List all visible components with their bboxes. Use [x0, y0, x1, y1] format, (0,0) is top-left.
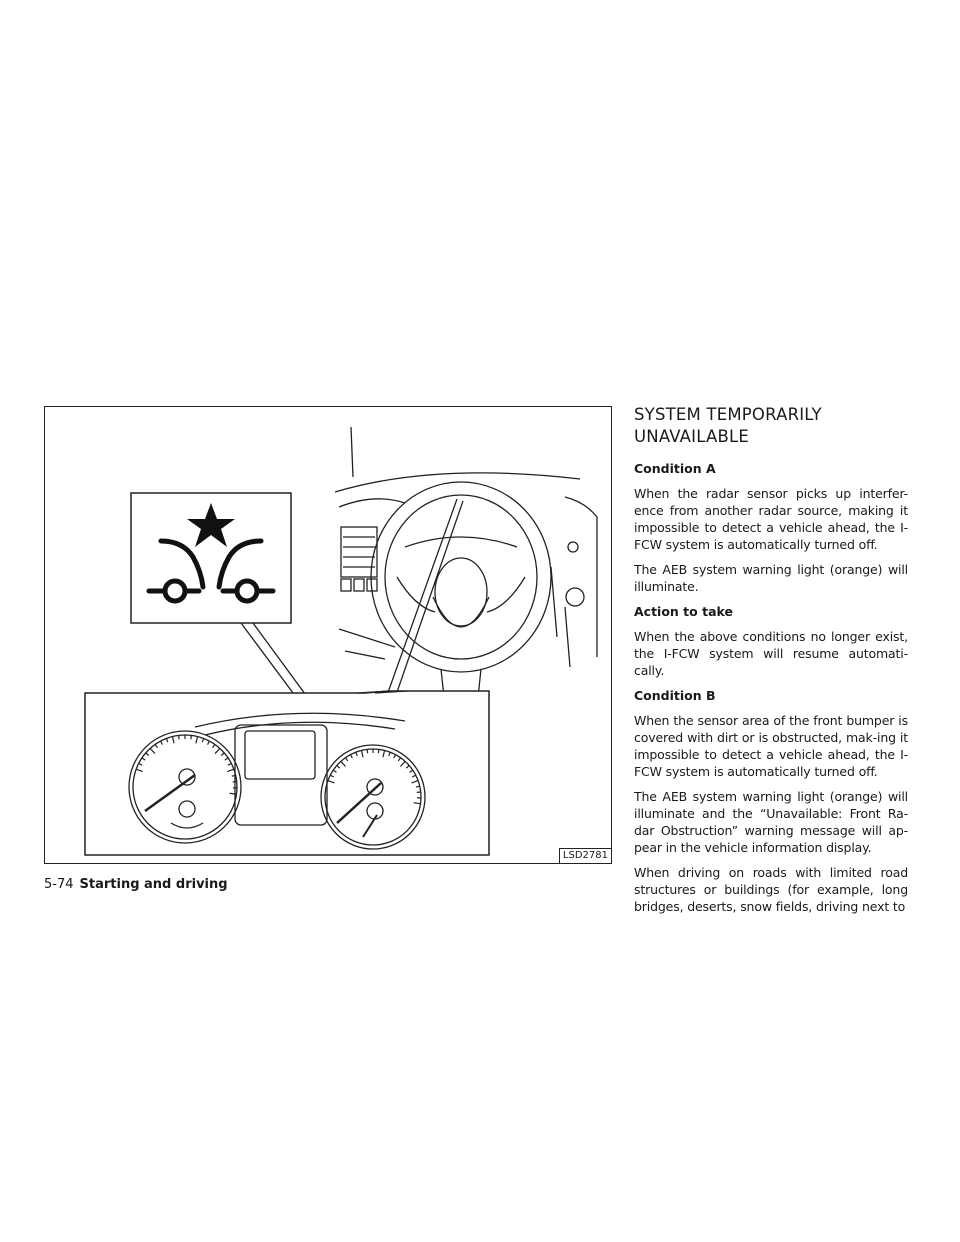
heading-line-1: SYSTEM TEMPORARILY	[634, 405, 822, 424]
cluster-inset	[85, 691, 489, 855]
action-text: When the above conditions no longer exist, the I-FCW system will resume automati-cally.	[634, 629, 908, 678]
condition-b-text: When the sensor area of the front bumper is covered with dirt or is obstructed, mak-ing it impossible to detect a vehicle ahead, the I-FCW system is automatically turned off.	[634, 713, 908, 779]
section-heading	[634, 404, 908, 448]
heading-line-2: UNAVAILABLE	[634, 427, 750, 446]
action-label: Action to take	[634, 604, 733, 619]
condition-a-text: When the radar sensor picks up interfer-ence from another radar source, making it impossible to detect a vehicle ahead, the I-FCW system is automatically turned off.	[634, 486, 908, 552]
text-column	[634, 404, 908, 923]
condition-b-light: The AEB system warning light (orange) will illuminate and the “Unavailable: Front Ra-dar Obstruction” warning message will ap-pear in the vehicle information display.	[634, 789, 908, 855]
condition-b-label: Condition B	[634, 688, 716, 703]
page-footer	[44, 876, 228, 894]
condition-a-light: The AEB system warning light (orange) will illuminate.	[634, 562, 908, 594]
figure-code: LSD2781	[559, 848, 611, 863]
dashboard-illustration	[45, 407, 611, 863]
condition-a-label: Condition A	[634, 461, 716, 476]
figure-illustration	[44, 406, 612, 864]
page-number: 5-74	[44, 877, 74, 892]
footer-section-title: Starting and driving	[79, 877, 228, 892]
roads-text: When driving on roads with limited road structures or buildings (for example, long bridges, deserts, snow fields, driving next to	[634, 865, 908, 914]
